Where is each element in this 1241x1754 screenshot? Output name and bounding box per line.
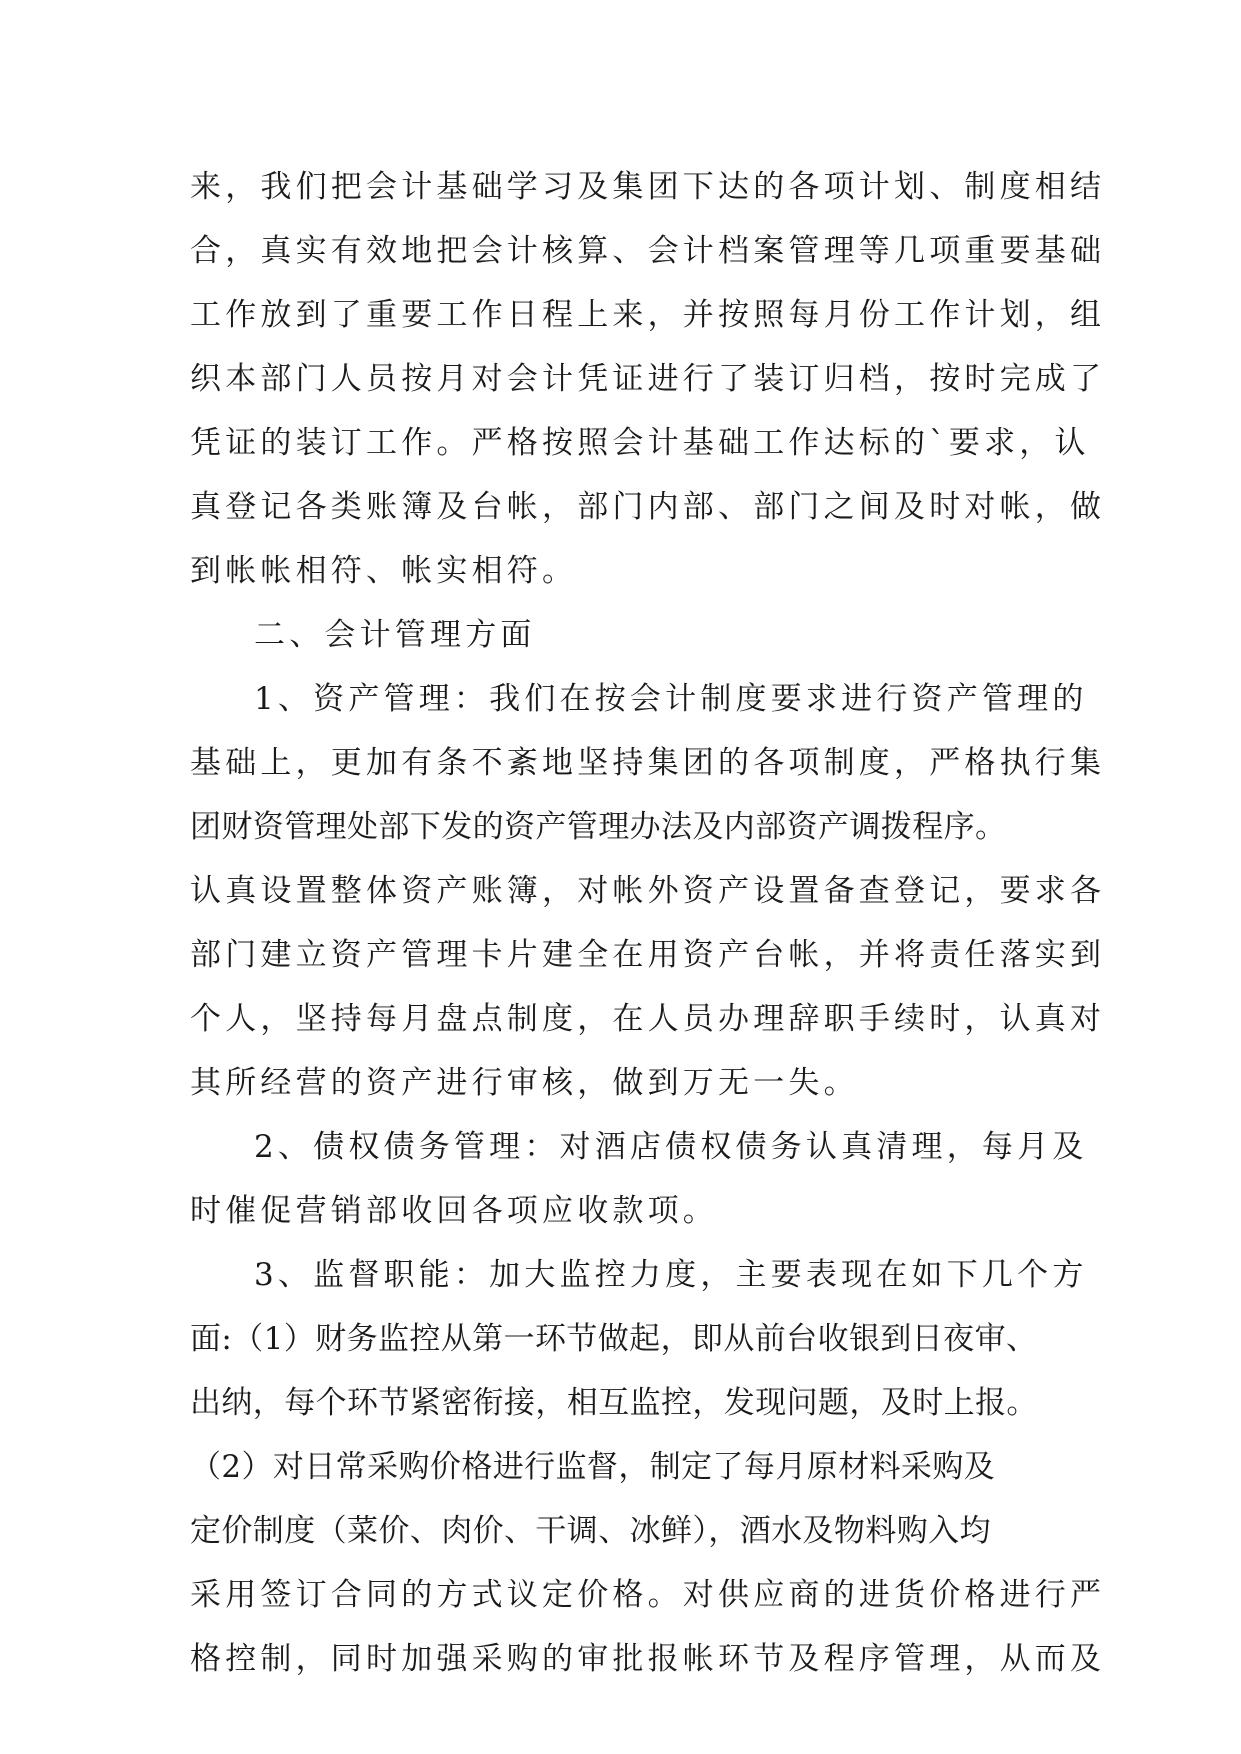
text-line: （2）对日常采购价格进行监督，制定了每月原材料采购及 [190, 1449, 996, 1485]
text-line: 来，我们把会计基础学习及集团下达的各项计划、制度相结 [190, 169, 1106, 205]
text-line: 采用签订合同的方式议定价格。对供应商的进货价格进行严 [190, 1577, 1106, 1613]
paragraph-start: 3、监督职能：加大监控力度，主要表现在如下几个方 [254, 1257, 1088, 1293]
text-line: 基础上，更加有条不紊地坚持集团的各项制度，严格执行集 [190, 745, 1106, 781]
text-line: 出纳，每个环节紧密衔接，相互监控，发现问题，及时上报。 [190, 1385, 1038, 1421]
text-line: 定价制度（菜价、肉价、干调、冰鲜），酒水及物料购入均 [190, 1513, 991, 1549]
text-line: 其所经营的资产进行审核，做到万无一失。 [190, 1065, 859, 1101]
text-line: 格控制，同时加强采购的审批报帐环节及程序管理，从而及 [190, 1641, 1106, 1677]
text-line: 团财资管理处部下发的资产管理办法及内部资产调拨程序。 [190, 809, 1007, 845]
document-body [190, 155, 1106, 1691]
text-line: 合，真实有效地把会计核算、会计档案管理等几项重要基础 [190, 233, 1106, 269]
section-heading: 二、会计管理方面 [254, 617, 536, 653]
text-line: 工作放到了重要工作日程上来，并按照每月份工作计划，组 [190, 297, 1106, 333]
paragraph-start: 2、债权债务管理：对酒店债权债务认真清理，每月及 [254, 1129, 1088, 1165]
text-line: 凭证的装订工作。严格按照会计基础工作达标的`要求，认 [190, 425, 1090, 461]
text-line: 织本部门人员按月对会计凭证进行了装订归档，按时完成了 [190, 361, 1106, 397]
text-line: 真登记各类账簿及台帐，部门内部、部门之间及时对帐，做 [190, 489, 1106, 525]
text-line: 时催促营销部收回各项应收款项。 [190, 1193, 718, 1229]
text-line: 面:（1）财务监控从第一环节做起，即从前台收银到日夜审、 [190, 1321, 1038, 1357]
paragraph-start: 1、资产管理：我们在按会计制度要求进行资产管理的 [254, 681, 1088, 717]
text-line: 部门建立资产管理卡片建全在用资产台帐，并将责任落实到 [190, 937, 1106, 973]
text-line: 到帐帐相符、帐实相符。 [190, 553, 578, 589]
text-line: 认真设置整体资产账簿，对帐外资产设置备查登记，要求各 [190, 873, 1106, 909]
text-line: 个人，坚持每月盘点制度，在人员办理辞职手续时，认真对 [190, 1001, 1106, 1037]
